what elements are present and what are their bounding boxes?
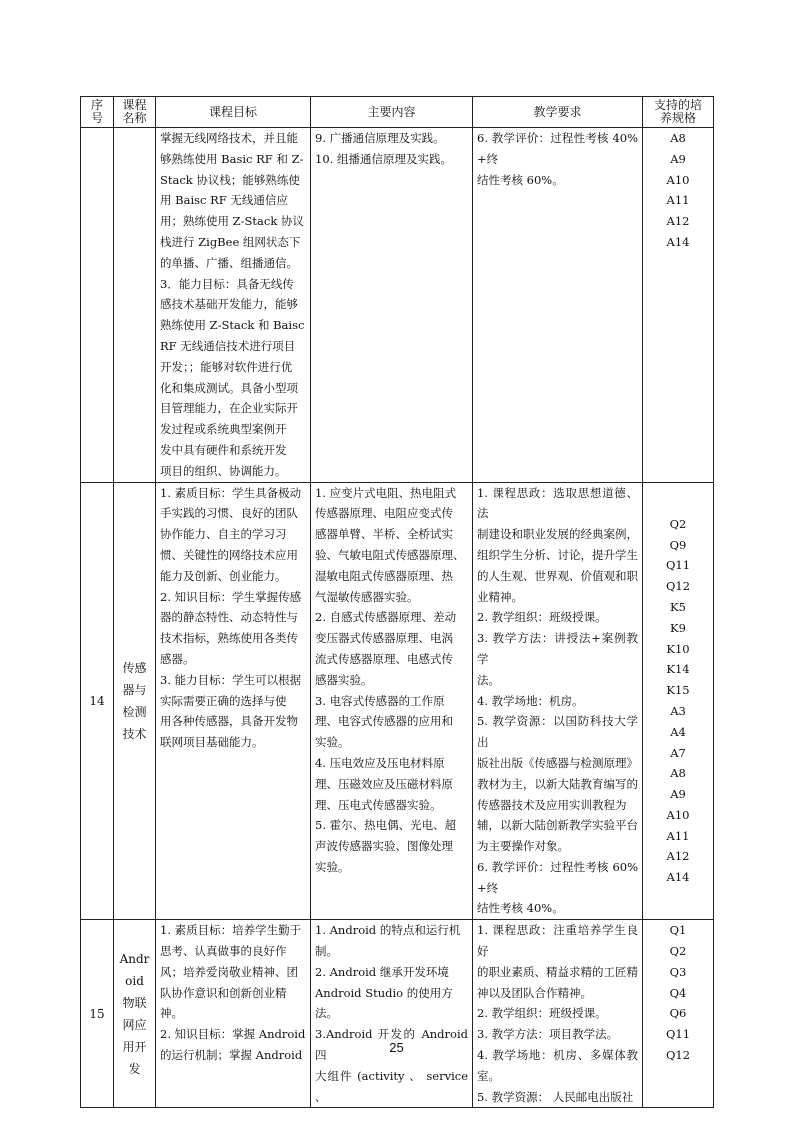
ability-code-line: A3 [670,703,686,718]
course-goal-line: 感器。 [160,651,195,666]
ability-code-line: A8 [670,766,686,781]
course-content-line: 3.Android 开发的 Android 四 [315,1027,468,1063]
teaching-requirement-line: 神以及团队合作精神。 [477,985,592,1000]
course-content-line: 流式传感器原理、电感式传 [315,651,453,666]
course-content-line: 感器实验。 [315,672,373,687]
teaching-requirement-line: 业精神。 [477,589,523,604]
course-content [311,920,473,1108]
ability-codes [643,482,714,920]
course-goal-line: 2. 知识目标：掌握 Android [160,1027,306,1042]
ability-code-line: A12 [666,214,690,229]
ability-code-line: A9 [670,151,686,166]
course-content-line: 9. 广播通信原理及实践。 [315,131,445,145]
teaching-requirement-line: 辅，以新大陆创新教学实验平台 [477,818,638,833]
teaching-requirement-line: 组织学生分析、讨论，提升学生 [477,547,638,562]
course-content-line: 1. 应变片式电阻、热电阻式 [315,485,457,500]
teaching-requirements [473,128,643,483]
ability-code-line: A4 [670,724,686,739]
teaching-requirement-line: 版社出版《传感器与检测原理》 [477,755,638,770]
ability-code-line: A10 [666,172,690,187]
course-name-line: oid [125,973,144,988]
course-content-line: 理、压磁效应及压磁材料原 [315,776,453,791]
teaching-requirement-line: 3. 教学方法：项目教学法。 [477,1027,619,1042]
course-content-line: 理、压电式传感器实验。 [315,797,442,812]
course-number [81,128,114,483]
course-content-line: 感器单臂、半桥、全桥试实 [315,527,453,542]
teaching-requirement-line: 2. 教学组织：班级授课。 [477,610,607,625]
course-goal-line: 用各种传感器，具备开发物 [160,714,298,729]
teaching-requirement-line: 1. 课程思政：选取思想道德、法 [477,485,638,521]
teaching-requirement-line: 5. 教学资源： 人民邮电出版社 [477,1089,634,1104]
course-number: 15 [81,920,114,1108]
course-content-line: 2. 自感式传感器原理、差动 [315,610,457,625]
course-goal-line: 栈进行 ZigBee 组网状态下 [160,234,301,249]
teaching-requirement-line: 制建设和职业发展的经典案例， [477,527,638,542]
course-goal-line: 掌握无线网络技术，并且能 [160,131,298,145]
course-goal-line: 器的静态特性、动态特性与 [160,610,298,625]
table-row [81,482,714,920]
ability-codes [643,128,714,483]
ability-code-line: A10 [666,807,690,822]
course-name [114,128,156,483]
ability-code-line: K5 [670,599,686,614]
ability-code-line: A11 [666,828,690,843]
ability-code-line: Q1 [669,923,687,938]
ability-code-line: K15 [666,683,690,698]
course-content-line: Android Studio 的使用方 [315,985,453,1000]
course-name-line: 器与 [122,682,147,697]
ability-code-line: Q11 [665,1027,691,1042]
ability-code-line: Q3 [669,964,687,979]
course-goal-line: 化和集成测试。具备小型项 [160,380,298,395]
course-name-line: 传感 [122,660,147,675]
course-goal-line: 实际需要正确的选择与使 [160,693,287,708]
teaching-requirement-line: 结性考核 60%。 [477,172,564,187]
course-content-line: 4. 压电效应及压电材料原 [315,755,445,770]
course-content-line: 法。 [315,1006,338,1021]
course-goal-line: 协作能力、自主的学习习 [160,527,287,542]
course-name-line: 技术 [122,726,147,741]
course-goal-line: 队协作意识和创新创业精 [160,985,287,1000]
teaching-requirement-line: 5. 教学资源：以国防科技大学出 [477,714,638,750]
course-name-line: Andr [119,951,150,966]
ability-code-line: K9 [670,620,686,635]
course-content-line: 3. 电容式传感器的工作原 [315,693,445,708]
table-row [81,920,714,1108]
course-goal-line: 联网项目基础能力。 [160,735,264,750]
course-content [311,128,473,483]
table-header-row [81,97,714,128]
course-goal-line: 够熟练使用 Basic RF 和 Z- [160,151,304,166]
course-content [311,482,473,920]
course-content-line: 1. Android 的特点和运行机 [315,923,461,938]
ability-code-line: Q12 [665,1048,691,1063]
course-goal [156,920,311,1108]
header-name: 课程名称 [114,97,156,128]
course-content-line: 制。 [315,944,338,959]
header-abilities: 支持的培养规格 [643,97,714,128]
course-content-line: 气湿敏传感器实验。 [315,589,419,604]
teaching-requirement-line: 传感器技术及应用实训教程为 [477,797,627,812]
course-goal-line: Stack 协议栈；能够熟练使 [160,172,300,187]
ability-code-line: Q11 [665,558,691,573]
teaching-requirements [473,920,643,1108]
teaching-requirement-line: 6. 教学评价：过程性考核 40%+终 [477,131,638,166]
course-goal-line: 1. 素质目标：培养学生勤于 [160,923,302,938]
teaching-requirement-line: 4. 教学场地：机房。 [477,693,584,708]
teaching-requirement-line: 的职业素质、精益求精的工匠精 [477,964,638,979]
course-goal-line: 1. 素质目标：学生具备极动 [160,485,302,500]
course-name-line: 检测 [122,704,147,719]
course-goal-line: 开发；；能够对软件进行优 [160,359,293,374]
course-content-line: 2. Android 继承开发环境 [315,964,449,979]
course-content-line: 验、气敏电阻式传感器原理、 [315,547,465,562]
ability-code-line: Q6 [669,1006,687,1021]
header-no: 序号 [81,97,114,128]
teaching-requirement-line: 教材为主，以新大陆教育编写的 [477,776,638,791]
course-goal-line: 风；培养爱岗敬业精神、团 [160,964,298,979]
teaching-requirement-line: 6. 教学评价：过程性考核 60%+终 [477,859,638,895]
course-goal [156,482,311,920]
course-name-line: 发 [128,1061,141,1076]
course-content-line: 实验。 [315,735,350,750]
course-name [114,920,156,1108]
course-number: 14 [81,482,114,920]
teaching-requirement-line: 1. 课程思政：注重培养学生良好 [477,923,638,959]
course-goal-line: 发过程或系统典型案例开 [160,422,287,437]
course-goal-line: 思考、认真做事的良好作 [160,944,287,959]
ability-code-line: Q4 [669,985,687,1000]
course-goal-line: 3．能力目标：具备无线传 [160,276,294,291]
header-goal: 课程目标 [156,97,311,128]
course-goal [156,128,311,483]
header-requirements: 教学要求 [473,97,643,128]
course-goal-line: 用 Baisc RF 无线通信应 [160,193,288,208]
ability-code-line: A14 [666,234,690,249]
ability-code-line: A11 [666,193,690,208]
course-content-line: 湿敏电阻式传感器原理、热 [315,568,453,583]
teaching-requirement-line: 4. 教学场地：机房、多媒体教室。 [477,1048,638,1083]
teaching-requirement-line: 3. 教学方法：讲授法+案例教学 [477,631,638,666]
teaching-requirement-line: 法。 [477,672,500,687]
course-goal-line: 的单播、广播、组播通信。 [160,255,298,270]
ability-code-line: A7 [670,745,686,760]
header-content: 主要内容 [311,97,473,128]
course-name [114,482,156,920]
course-goal-line: 惯、关键性的网络技术应用 [160,547,298,562]
course-goal-line: 手实践的习惯、良好的团队 [160,506,298,521]
course-name-line: 物联 [122,995,147,1010]
course-name-line: 网应 [122,1017,147,1032]
course-goal-line: 的运行机制；掌握 Android [160,1048,303,1063]
course-goal-line: 感技术基础开发能力，能够 [160,297,298,312]
page-number: 25 [389,1040,404,1055]
teaching-requirement-line: 结性考核 40%。 [477,901,564,916]
ability-code-line: Q2 [669,516,687,531]
course-content-line: 理、电容式传感器的应用和 [315,714,453,729]
course-goal-line: 神。 [160,1006,183,1021]
course-goal-line: 发中具有硬件和系统开发 [160,442,287,457]
course-goal-line: 3. 能力目标：学生可以根据 [160,672,302,687]
ability-code-line: Q9 [669,537,687,552]
table-row [81,128,714,483]
ability-code-line: A8 [670,131,686,145]
teaching-requirement-line: 的人生观、世界观、价值观和职 [477,568,638,583]
course-content-line: 大组件 (activity 、 service 、 [315,1068,468,1104]
course-goal-line: 能力及创新、创业能力。 [160,568,287,583]
course-goal-line: 技术指标，熟练使用各类传 [160,631,298,646]
course-content-line: 变压器式传感器原理、电涡 [315,631,453,646]
ability-code-line: Q12 [665,579,691,594]
course-goal-line: 目管理能力，在企业实际开 [160,401,298,416]
ability-code-line: K10 [666,641,690,656]
ability-code-line: A12 [666,849,690,864]
ability-code-line: Q2 [669,944,687,959]
course-name-line: 用开 [122,1039,147,1054]
course-goal-line: 熟练使用 Z-Stack 和 Baisc [160,318,305,333]
course-content-line: 10. 组播通信原理及实践。 [315,151,452,166]
course-content-line: 声波传感器实验、图像处理 [315,839,453,854]
course-goal-line: 项目的组织、协调能力。 [160,463,287,478]
ability-code-line: A9 [670,787,686,802]
ability-code-line: K14 [666,662,690,677]
course-content-line: 5. 霍尔、热电偶、光电、超 [315,818,457,833]
teaching-requirements [473,482,643,920]
ability-codes [643,920,714,1108]
teaching-requirement-line: 2. 教学组织：班级授课。 [477,1006,607,1021]
teaching-requirement-line: 为主要操作对象。 [477,839,569,854]
curriculum-table [80,96,714,1108]
course-content-line: 传感器原理、电阻应变式传 [315,506,453,521]
course-content-line: 实验。 [315,859,350,874]
course-goal-line: RF 无线通信技术进行项目 [160,338,296,353]
course-goal-line: 2. 知识目标：学生掌握传感 [160,589,302,604]
ability-code-line: A14 [666,870,690,885]
course-goal-line: 用；熟练使用 Z-Stack 协议 [160,214,304,229]
